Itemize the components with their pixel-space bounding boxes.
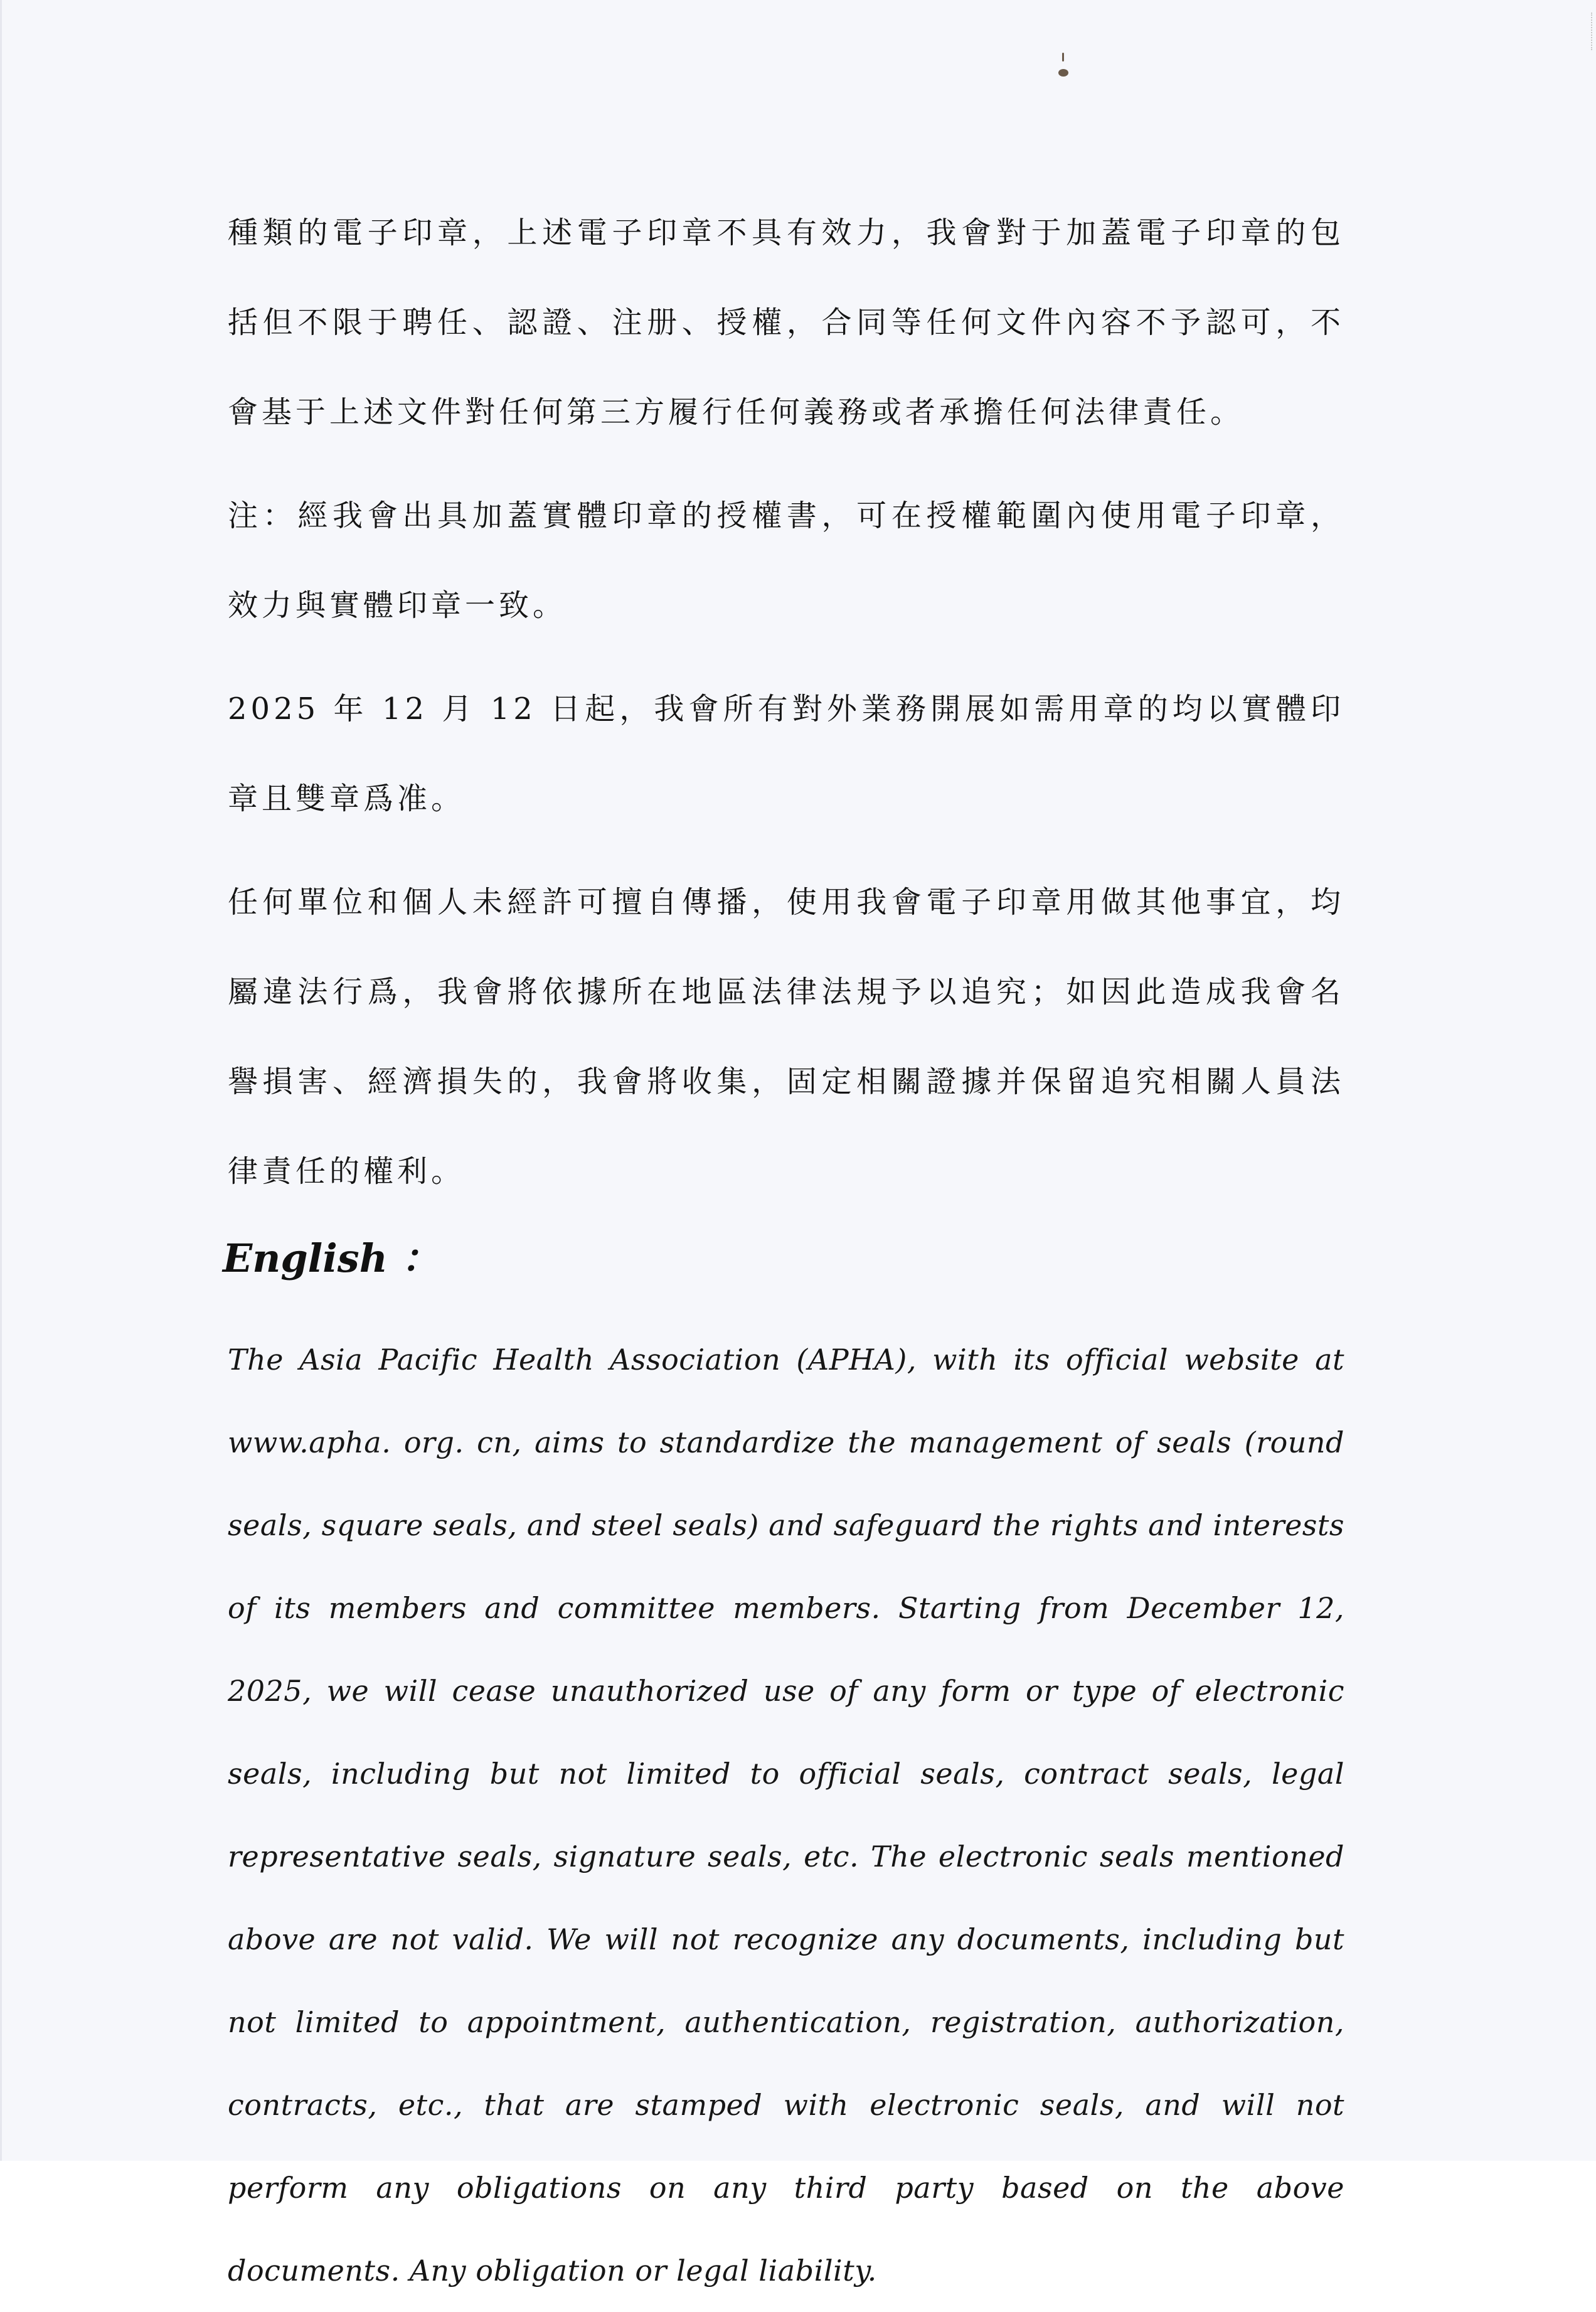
scan-edge-mark (1566, 13, 1592, 50)
english-paragraph: The Asia Pacific Health Association (APHA), with its official website at www.apha. org. cn, aims to standardize the management of seals (round seals, square seals, and steel seals) and safeguard the rights and interests of its members and committee members. Starting from December 12, 2025, we will cease unauthorized use of any form or type of electronic seals, including but not limited to official seals, contract seals, legal representative seals, signature seals, etc. The electronic seals mentioned above are not valid. We will not recognize any documents, including but not limited to appointment, authentication, registration, authorization, contracts, etc., that are stamped with electronic seals, and will not perform any obligations on any third party based on the above documents. Any obligation or legal liability. (228, 1343, 1344, 2288)
english-heading: English ： (223, 1235, 440, 1281)
zh-paragraph-1: 種類的電子印章，上述電子印章不具有效力，我會對于加蓋電子印章的包括但不限于聘任、認證、注册、授權，合同等任何文件內容不予認可，不會基于上述文件對任何第三方履行任何義務或者承擔任何法律責任。 (228, 215, 1344, 430)
zh-note-paragraph: 注：經我會出具加蓋實體印章的授權書，可在授權範圍內使用電子印章，效力與實體印章一致。 (228, 498, 1344, 623)
ink-speck (1058, 69, 1068, 77)
document-body (223, 188, 1344, 2312)
zh-paragraph-date: 2025 年 12 月 12 日起，我會所有對外業務開展如需用章的均以實體印章且雙章爲准。 (228, 691, 1344, 816)
ink-speck (1062, 53, 1064, 61)
zh-paragraph-warning: 任何單位和個人未經許可擅自傳播，使用我會電子印章用做其他事宜，均屬違法行爲，我會將依據所在地區法律法規予以追究；如因此造成我會名譽損害、經濟損失的，我會將收集，固定相關證據并保留追究相關人員法律責任的權利。 (228, 885, 1344, 1189)
